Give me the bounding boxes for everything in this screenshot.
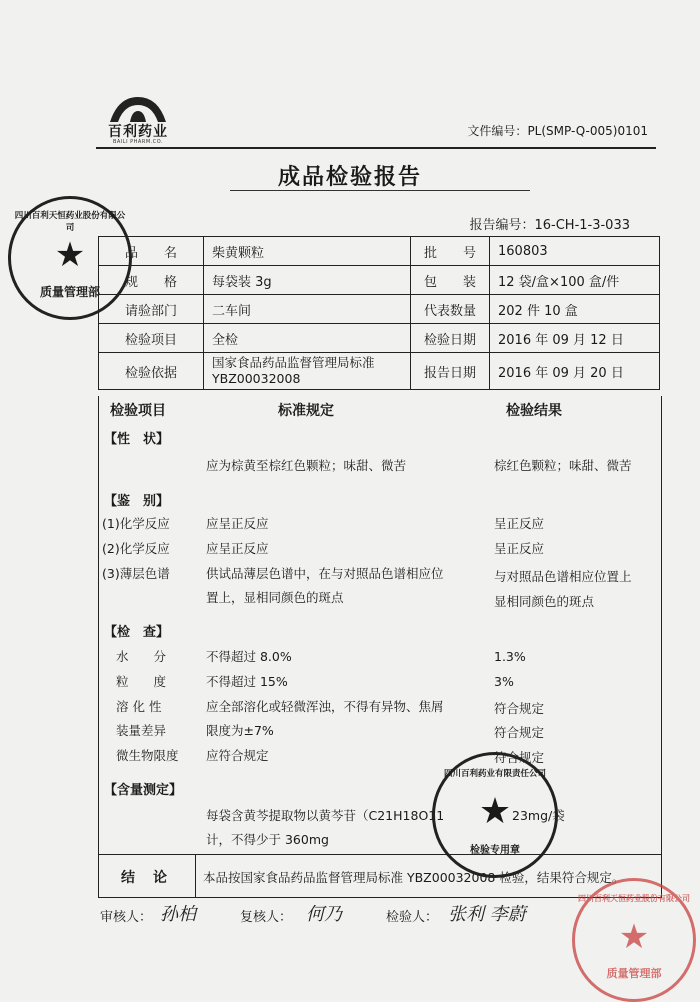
identification-result-3-line-1: 与对照品色谱相应位置上: [494, 569, 632, 584]
identification-result-2: 呈正反应: [494, 541, 545, 556]
red-quality-seal: [572, 878, 696, 1002]
identification-item-2: (2)化学反应: [102, 541, 170, 556]
report-number: [469, 214, 630, 233]
product-info-table: [98, 236, 660, 390]
section-heading-identification: 【鉴 别】: [104, 494, 170, 509]
report-number-value: 16-CH-1-3-033: [534, 218, 630, 233]
identification-standard-3-line-1: 供试品薄层色谱中，在与对照品色谱相应位: [206, 566, 444, 581]
header-divider: [96, 147, 656, 149]
inspection-seal-top-text: 四川百利药业有限责任公司: [443, 769, 546, 779]
section-heading-assay: 【含量测定】: [104, 783, 183, 798]
company-logo: [98, 95, 178, 145]
inspection-standard-microbial: 应符合规定: [206, 748, 269, 763]
report-date-value: 2016 年 09 月 20 日: [490, 353, 660, 390]
inspection-result-moisture: 1.3%: [494, 649, 526, 664]
conclusion-text: 本品按国家食品药品监督管理局标准 YBZ00032008 检验，结果符合规定。: [203, 870, 625, 885]
info-row-spec: [99, 266, 660, 295]
conclusion-row: [98, 854, 662, 898]
test-item-value: 全检: [204, 324, 411, 353]
inspection-standard-granularity: 不得超过 15%: [206, 674, 288, 689]
character-standard: 应为棕黄至棕红色颗粒；味甜、微苦: [206, 458, 407, 473]
quantity-value: 202 件 10 盒: [490, 295, 660, 324]
character-result: 棕红色颗粒；味甜、微苦: [494, 458, 632, 473]
identification-item-3: (3)薄层色谱: [102, 566, 170, 581]
quality-dept-seal-bottom-text: 质量管理部: [39, 285, 100, 299]
info-row-product: [99, 237, 660, 266]
product-name-label: 品 名: [99, 237, 204, 266]
inspection-standard-fill-weight: 限度为±7%: [206, 723, 274, 738]
dept-label: 请验部门: [99, 295, 204, 324]
identification-item-1: (1)化学反应: [102, 516, 170, 531]
reviewer-signature: 孙柏: [160, 904, 196, 925]
basis-line-2: YBZ00032008: [212, 371, 301, 386]
conclusion-label: 结论: [121, 870, 185, 886]
inspection-standard-solubility: 应全部溶化或轻微浑浊，不得有异物、焦屑: [206, 699, 444, 714]
quantity-label: 代表数量: [411, 295, 490, 324]
assay-standard-line-2: 计，不得少于 360mg: [206, 832, 329, 847]
identification-standard-3-line-2: 置上，显相同颜色的斑点: [206, 590, 344, 605]
inspection-seal-bottom-text: 检验专用章: [470, 845, 520, 856]
basis-line-1: 国家食品药品监督管理局标准: [212, 355, 375, 370]
inspector-signature: 张利 李蔚: [448, 904, 526, 925]
test-item-label: 检验项目: [99, 324, 204, 353]
basis-label: 检验依据: [99, 353, 204, 390]
inspection-result-granularity: 3%: [494, 674, 514, 689]
logo-text: 百利药业: [108, 124, 168, 140]
star-icon: ★: [478, 791, 512, 832]
red-quality-seal-bottom-text: 质量管理部: [606, 967, 662, 980]
conclusion-divider: [195, 855, 196, 897]
page-title: 成品检验报告: [277, 165, 422, 190]
checker-label: 复核人：: [240, 910, 293, 925]
section-heading-character: 【性 状】: [104, 432, 170, 447]
column-header-standard: 标准规定: [278, 403, 334, 419]
inspection-result-fill-weight: 符合规定: [494, 725, 545, 740]
identification-result-1: 呈正反应: [494, 516, 545, 531]
section-heading-inspection: 【检 查】: [104, 625, 170, 640]
info-row-test: [99, 324, 660, 353]
document-number-label: 文件编号：: [467, 124, 528, 138]
title-underline: [230, 190, 530, 191]
logo-subtext: BAILI PHARM.CO.: [112, 139, 164, 145]
inspection-result-solubility: 符合规定: [494, 701, 545, 716]
identification-result-3-line-2: 显相同颜色的斑点: [494, 594, 595, 609]
checker-signature: 何乃: [306, 904, 342, 925]
red-quality-seal-top-text: 四川百利天恒药业股份有限公司: [578, 894, 690, 903]
package-value: 12 袋/盒×100 盒/件: [490, 266, 660, 295]
reviewer-label: 审核人：: [100, 910, 153, 925]
inspection-result-microbial: 符合规定: [494, 750, 545, 765]
batch-label: 批 号: [411, 237, 490, 266]
test-date-label: 检验日期: [411, 324, 490, 353]
report-number-label: 报告编号：: [469, 218, 535, 233]
info-row-basis: [99, 353, 660, 390]
test-date-value: 2016 年 09 月 12 日: [490, 324, 660, 353]
document-number-value: PL(SMP-Q-005)0101: [527, 124, 648, 138]
document-number: [467, 122, 648, 139]
inspection-item-fill-weight: 装量差异: [116, 723, 167, 738]
inspection-item-solubility: 溶 化 性: [116, 699, 162, 714]
assay-result: 23mg/袋: [512, 808, 565, 823]
inspection-item-moisture: 水 分: [116, 649, 167, 664]
column-header-item: 检验项目: [110, 403, 166, 419]
spec-value: 每袋装 3g: [204, 266, 411, 295]
basis-value: [204, 353, 411, 390]
inspection-seal: [432, 752, 558, 878]
logo-mark-icon: [108, 95, 168, 123]
column-header-result: 检验结果: [506, 403, 562, 419]
inspector-label: 检验人：: [386, 910, 439, 925]
batch-value: 160803: [490, 237, 660, 266]
quality-dept-seal-top-text: 四川百利天恒药业股份有限公司: [14, 211, 126, 233]
spec-label: 规 格: [99, 266, 204, 295]
package-label: 包 装: [411, 266, 490, 295]
report-date-label: 报告日期: [411, 353, 490, 390]
identification-standard-2: 应呈正反应: [206, 541, 269, 556]
assay-standard-line-1: 每袋含黄芩提取物以黄芩苷（C21H18O11: [206, 808, 445, 823]
dept-value: 二车间: [204, 295, 411, 324]
inspection-item-granularity: 粒 度: [116, 674, 167, 689]
star-icon: ★: [618, 917, 650, 957]
product-name-value: 柴黄颗粒: [204, 237, 411, 266]
quality-dept-seal: [8, 196, 132, 320]
inspection-item-microbial: 微生物限度: [116, 748, 179, 763]
identification-standard-1: 应呈正反应: [206, 516, 269, 531]
star-icon: ★: [54, 235, 86, 275]
inspection-standard-moisture: 不得超过 8.0%: [206, 649, 292, 664]
info-row-dept: [99, 295, 660, 324]
